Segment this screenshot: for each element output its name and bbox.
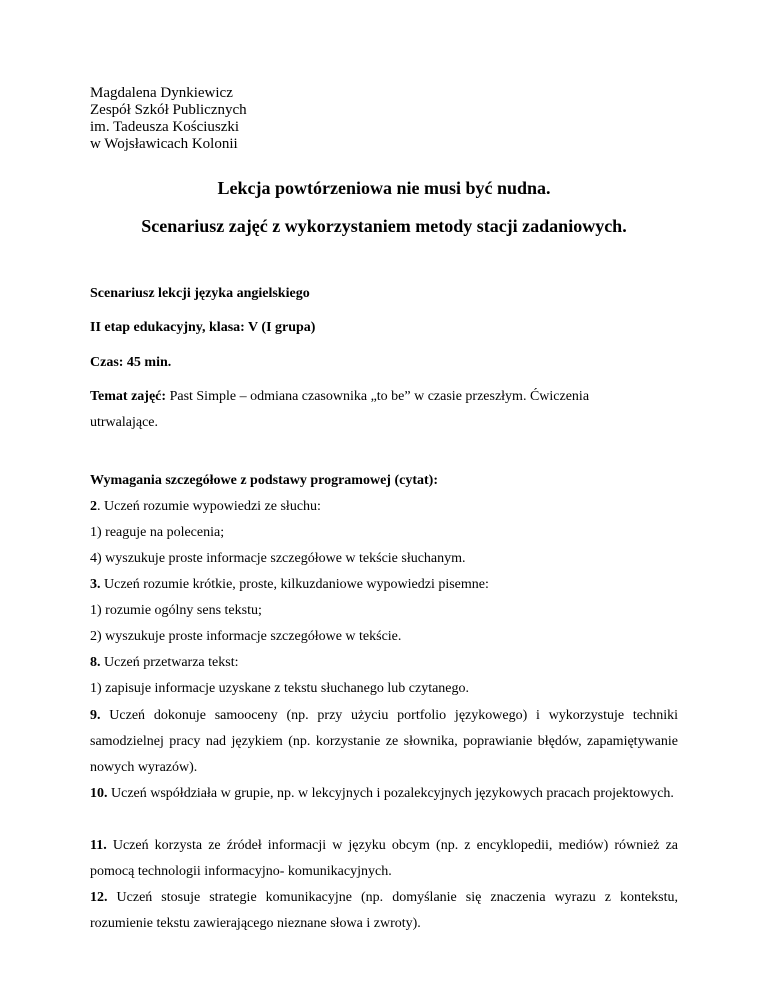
requirement-number: 9. [90,708,101,723]
document-subtitle: Scenariusz zajęć z wykorzystaniem metody stacji zadaniowych. [141,216,627,236]
requirement-number: 2 [90,499,97,514]
requirement-number: 11. [90,838,107,853]
requirement-11 [90,833,678,885]
requirement-10 [90,781,678,807]
requirement-3-item-2: 2) wyszukuje proste informacje szczegółowe w tekście. [90,629,402,644]
education-stage: II etap edukacyjny, klasa: V (I grupa) [90,320,316,335]
lesson-topic-continued: utrwalające. [90,415,159,430]
scenario-heading: Scenariusz lekcji języka angielskiego [90,286,310,301]
requirement-text: Uczeń stosuje strategie komunikacyjne (np. domyślanie się znaczenia wyrazu z kontekstu, rozumienie tekstu zawierającego nieznane słowa i zwroty). [90,890,678,931]
topic-text: Past Simple – odmiana czasownika „to be” w czasie przeszłym. Ćwiczenia [166,389,590,404]
requirement-text: Uczeń rozumie krótkie, proste, kilkuzdaniowe wypowiedzi pisemne: [100,577,489,592]
requirement-text: Uczeń korzysta ze źródeł informacji w języku obcym (np. z encyklopedii, mediów) również za pomocą technologii informacyjno- komunikacyjnych. [90,838,678,879]
requirement-text: Uczeń współdziała w grupie, np. w lekcyjnych i pozalekcyjnych językowych pracach projektowych. [107,786,674,801]
school-name: Zespół Szkół Publicznych [90,102,247,118]
lesson-time: Czas: 45 min. [90,355,172,370]
requirement-8 [90,655,238,671]
requirement-number: 12. [90,890,108,905]
requirement-text: Uczeń dokonuje samooceny (np. przy użyciu portfolio językowego) i wykorzystuje techniki samodzielnej pracy nad językiem (np. korzystanie ze słownika, poprawianie błędów, zapamiętywanie nowych wyrazów). [90,708,678,775]
document-title: Lekcja powtórzeniowa nie musi być nudna. [217,178,551,198]
requirement-3-item-1: 1) rozumie ogólny sens tekstu; [90,603,262,618]
requirement-9 [90,703,678,781]
requirement-2 [90,499,321,515]
requirement-number: 8. [90,655,101,670]
author-block [90,85,247,153]
requirement-3 [90,577,489,593]
requirement-2-item-1: 1) reaguje na polecenia; [90,525,225,540]
requirement-2-item-4: 4) wyszukuje proste informacje szczegółowe w tekście słuchanym. [90,551,466,566]
author-name: Magdalena Dynkiewicz [90,85,233,101]
requirement-text: Uczeń przetwarza tekst: [100,655,239,670]
requirements-heading: Wymagania szczegółowe z podstawy programowej (cytat): [90,473,438,488]
requirement-number: 3. [90,577,101,592]
school-patron: im. Tadeusza Kościuszki [90,119,240,135]
requirement-number: 10. [90,786,108,801]
lesson-topic [90,389,589,405]
requirement-12 [90,885,678,937]
requirement-8-item-1: 1) zapisuje informacje uzyskane z tekstu słuchanego lub czytanego. [90,681,470,696]
topic-label: Temat zajęć: [90,389,167,404]
school-location: w Wojsławicach Kolonii [90,136,238,152]
requirement-text: . Uczeń rozumie wypowiedzi ze słuchu: [97,499,321,514]
